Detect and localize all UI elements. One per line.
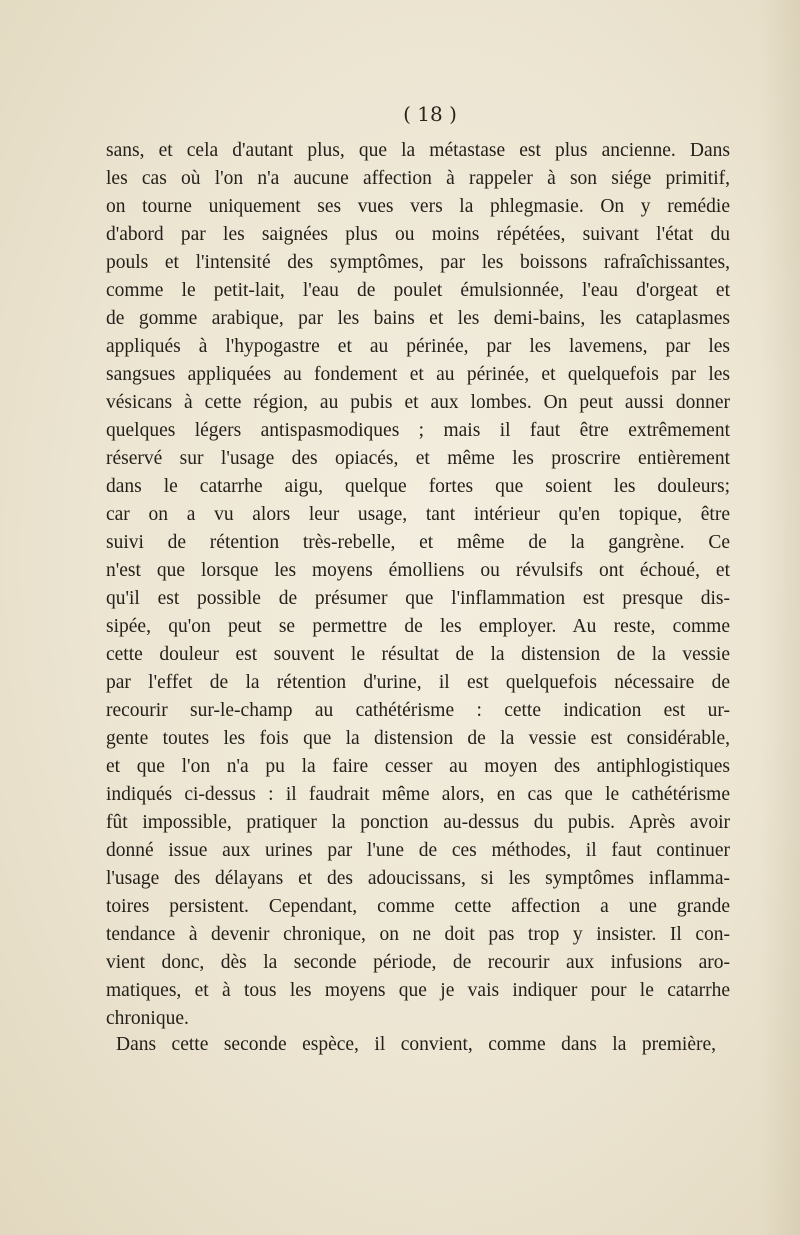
text-line: indiqués ci-dessus : il faudrait même alors, en cas que le cathétérisme xyxy=(106,784,730,805)
page-number: ( 18 ) xyxy=(403,102,457,126)
text-line: gente toutes les fois que la distension de la vessie est considérable, xyxy=(106,728,730,749)
text-line: d'abord par les saignées plus ou moins répétées, suivant l'état du xyxy=(106,224,730,245)
text-line: car on a vu alors leur usage, tant intérieur qu'en topique, être xyxy=(106,504,730,525)
text-line: chronique. xyxy=(106,1008,189,1029)
text-line: appliqués à l'hypogastre et au périnée, par les lavemens, par les xyxy=(106,336,730,357)
text-line: réservé sur l'usage des opiacés, et même les proscrire entièrement xyxy=(106,448,730,469)
text-line: comme le petit-lait, l'eau de poulet émulsionnée, l'eau d'orgeat et xyxy=(106,280,730,301)
text-line: toires persistent. Cependant, comme cette affection a une grande xyxy=(106,896,730,917)
text-line: quelques légers antispasmodiques ; mais il faut être extrêmement xyxy=(106,420,730,441)
text-line: de gomme arabique, par les bains et les demi-bains, les cataplasmes xyxy=(106,308,730,329)
text-line: pouls et l'intensité des symptômes, par les boissons rafraîchissantes, xyxy=(106,252,730,273)
text-line: et que l'on n'a pu la faire cesser au moyen des antiphlogistiques xyxy=(106,756,730,777)
text-line: on tourne uniquement ses vues vers la phlegmasie. On y remédie xyxy=(106,196,730,217)
text-line: qu'il est possible de présumer que l'inflammation est presque dis- xyxy=(106,588,730,609)
text-line: sans, et cela d'autant plus, que la métastase est plus ancienne. Dans xyxy=(106,140,730,161)
text-line: vient donc, dès la seconde période, de recourir aux infusions aro- xyxy=(106,952,730,973)
text-line: tendance à devenir chronique, on ne doit pas trop y insister. Il con- xyxy=(106,924,730,945)
text-line: vésicans à cette région, au pubis et aux lombes. On peut aussi donner xyxy=(106,392,730,413)
text-line: fût impossible, pratiquer la ponction au-dessus du pubis. Après avoir xyxy=(106,812,730,833)
text-line: donné issue aux urines par l'une de ces méthodes, il faut continuer xyxy=(106,840,730,861)
text-line: Dans cette seconde espèce, il convient, comme dans la première, xyxy=(116,1034,716,1055)
text-line: recourir sur-le-champ au cathétérisme : cette indication est ur- xyxy=(106,700,730,721)
text-line: par l'effet de la rétention d'urine, il est quelquefois nécessaire de xyxy=(106,672,730,693)
text-line: cette douleur est souvent le résultat de la distension de la vessie xyxy=(106,644,730,665)
text-line: l'usage des délayans et des adoucissans, si les symptômes inflamma- xyxy=(106,868,730,889)
page-edge-shadow xyxy=(760,0,800,1235)
text-line: suivi de rétention très-rebelle, et même de la gangrène. Ce xyxy=(106,532,730,553)
text-line: n'est que lorsque les moyens émolliens ou révulsifs ont échoué, et xyxy=(106,560,730,581)
text-line: sangsues appliquées au fondement et au périnée, et quelquefois par les xyxy=(106,364,730,385)
text-line: matiques, et à tous les moyens que je vais indiquer pour le catarrhe xyxy=(106,980,730,1001)
text-line: dans le catarrhe aigu, quelque fortes que soient les douleurs; xyxy=(106,476,730,497)
text-line: sipée, qu'on peut se permettre de les employer. Au reste, comme xyxy=(106,616,730,637)
text-line: les cas où l'on n'a aucune affection à rappeler à son siége primitif, xyxy=(106,168,730,189)
